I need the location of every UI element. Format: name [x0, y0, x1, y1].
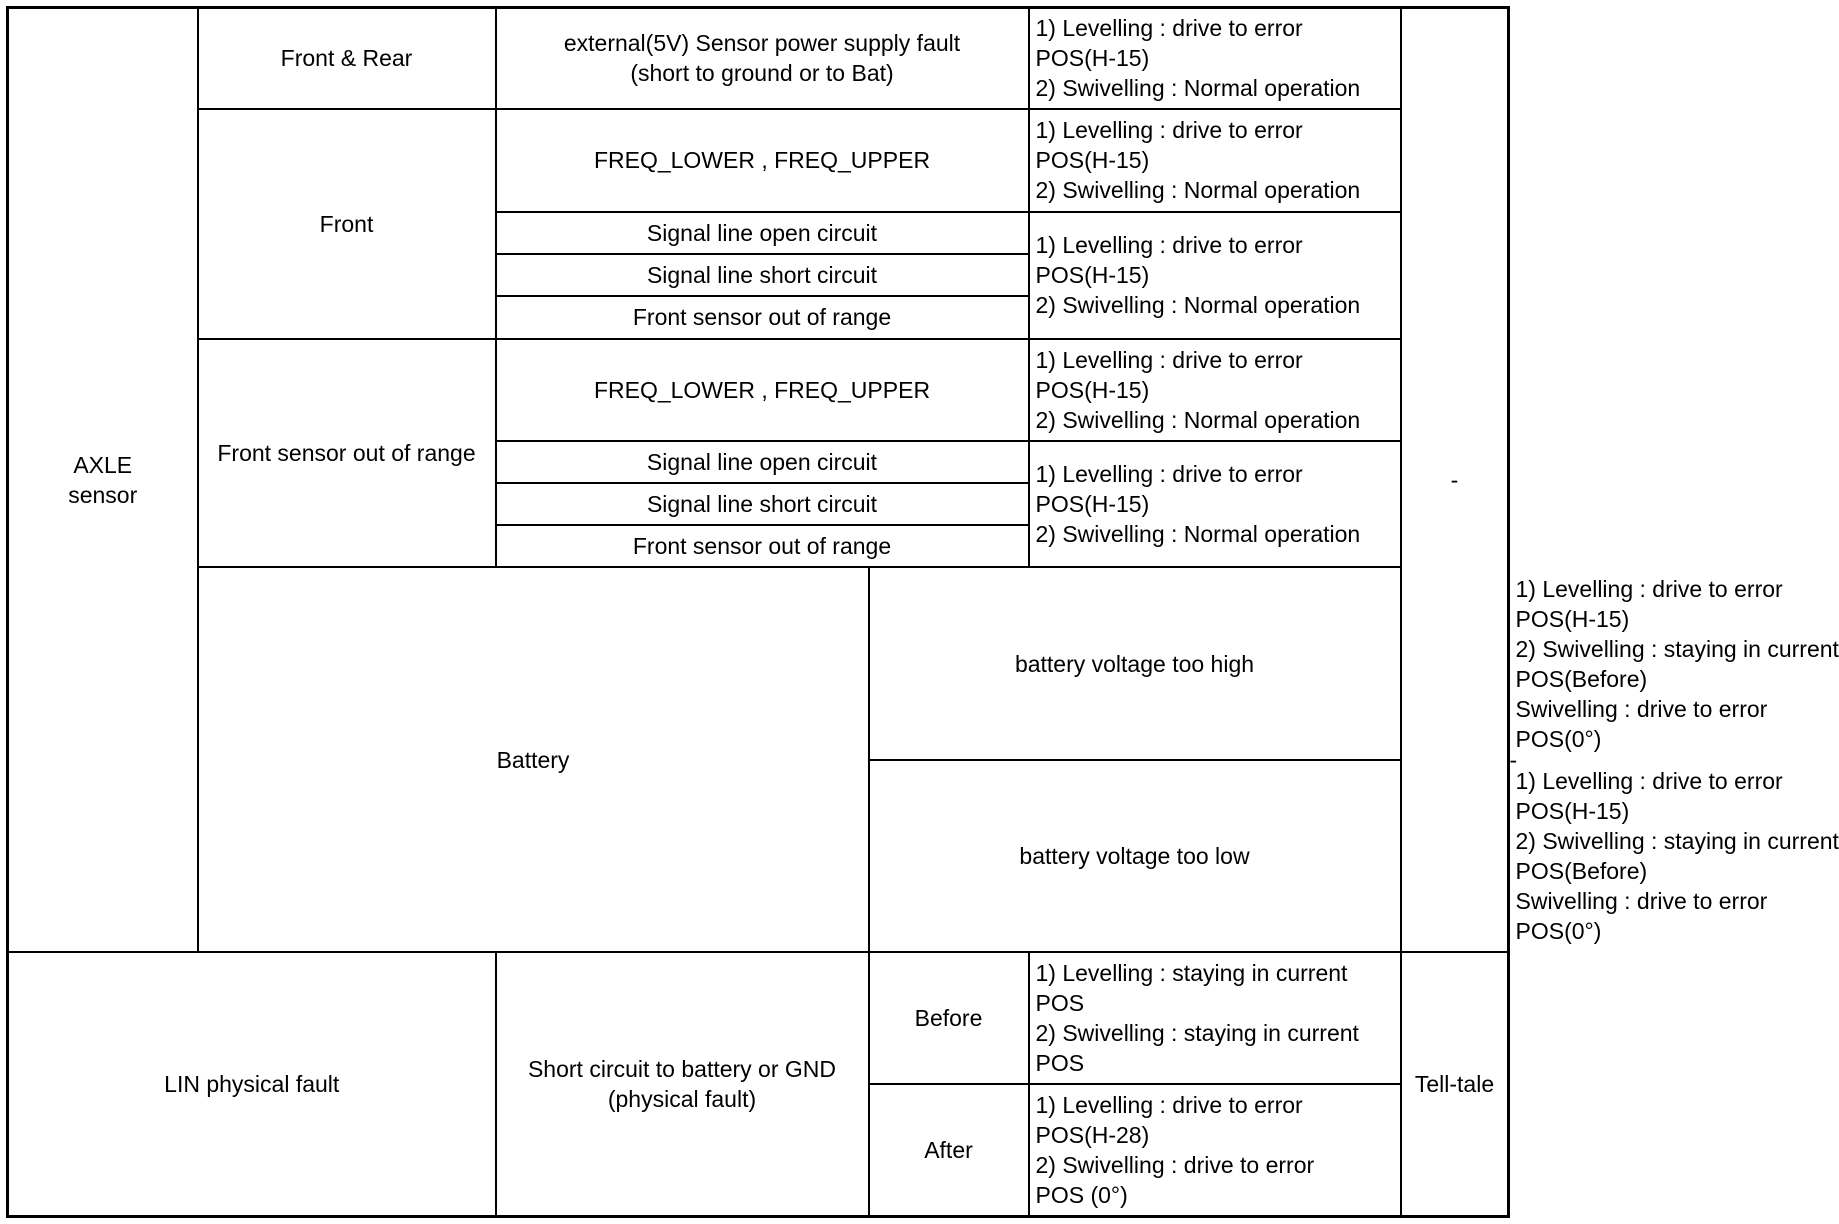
- action-line: 1) Levelling : drive to error: [1035, 117, 1303, 144]
- table-row: [8, 109, 1509, 212]
- action-line: POS: [1035, 990, 1085, 1017]
- lin-cell: LIN physical fault: [8, 952, 496, 1216]
- fault-cell: Signal line short circuit: [496, 254, 1029, 296]
- action-line: 1) Levelling : drive to error: [1035, 346, 1303, 373]
- after-cell: After: [869, 1084, 1029, 1216]
- action-line: POS(H-28): [1035, 1122, 1150, 1149]
- fault-cell: Signal line open circuit: [496, 441, 1029, 483]
- fault-cell: Front sensor out of range: [496, 525, 1029, 567]
- lin-fault-cell: [496, 952, 869, 1216]
- action-cell: [1029, 8, 1401, 109]
- battery-cell: Battery: [198, 567, 869, 952]
- fault-cell: Signal line short circuit: [496, 483, 1029, 525]
- action-cell: [1029, 441, 1401, 567]
- table-row: battery voltage too low 1) Levelling : drive to error POS(H-15) 2) Swivelling : staying in current POS(Before) Swivelling : drive to error POS(0°): [8, 760, 1509, 952]
- fault-cell: battery voltage too high: [869, 567, 1401, 760]
- action-line: 1) Levelling : drive to error: [1035, 460, 1303, 487]
- action-cell: [1029, 339, 1401, 441]
- lin-indicator-cell: Tell-tale: [1401, 952, 1509, 1216]
- fault-line: Short circuit to battery or GND: [527, 1056, 837, 1083]
- axle-label-line: sensor: [68, 482, 138, 509]
- action-cell: [1029, 1084, 1401, 1216]
- fault-line: (short to ground or to Bat): [630, 60, 894, 87]
- action-cell: [1029, 952, 1401, 1084]
- fault-cell: Signal line open circuit: [496, 212, 1029, 254]
- table-row: [8, 339, 1509, 441]
- action-line: 2) Swivelling : Normal operation: [1035, 520, 1361, 547]
- action-line: 2) Swivelling : staying in current: [1035, 1020, 1359, 1047]
- action-line: 2) Swivelling : Normal operation: [1035, 292, 1361, 319]
- fault-cell: battery voltage too low: [869, 760, 1401, 952]
- fault-cell: Front sensor out of range: [496, 296, 1029, 339]
- fault-cell: FREQ_LOWER , FREQ_UPPER: [496, 339, 1029, 441]
- action-line: 1) Levelling : drive to error: [1035, 15, 1303, 42]
- action-line: 2) Swivelling : Normal operation: [1035, 177, 1361, 204]
- action-line: POS(H-15): [1035, 45, 1150, 72]
- before-cell: Before: [869, 952, 1029, 1084]
- action-line: 1) Levelling : staying in current: [1035, 960, 1348, 987]
- fault-cell: FREQ_LOWER , FREQ_UPPER: [496, 109, 1029, 212]
- action-line: 2) Swivelling : drive to error: [1035, 1152, 1315, 1179]
- front-cell: Front: [198, 109, 496, 339]
- fault-line: external(5V) Sensor power supply fault: [563, 30, 961, 57]
- action-line: 1) Levelling : drive to error: [1035, 1092, 1303, 1119]
- action-cell: [1029, 212, 1401, 339]
- action-cell: [1029, 109, 1401, 212]
- fault-cell: [496, 8, 1029, 109]
- table-row: Battery battery voltage too high 1) Levelling : drive to error POS(H-15) 2) Swivelling : staying in current POS(Before) Swivelling : drive to error POS(0°) -: [8, 567, 1509, 760]
- axle-label-line: AXLE: [73, 452, 133, 479]
- axle-sensor-cell: [8, 8, 198, 953]
- action-line: POS(H-15): [1035, 376, 1150, 403]
- action-line: POS: [1035, 1050, 1085, 1077]
- table-row: [8, 8, 1509, 109]
- action-line: POS(H-15): [1035, 262, 1150, 289]
- table-row: [8, 952, 1509, 1084]
- front-rear-cell: Front & Rear: [198, 8, 496, 109]
- fault-line: (physical fault): [607, 1086, 757, 1113]
- rear-cell: Front sensor out of range: [198, 339, 496, 567]
- action-line: POS (0°): [1035, 1182, 1128, 1209]
- axle-indicator-cell: -: [1401, 8, 1509, 953]
- fault-table: [6, 6, 1839, 1218]
- action-line: 1) Levelling : drive to error: [1035, 232, 1303, 259]
- action-line: POS(H-15): [1035, 147, 1150, 174]
- action-line: 2) Swivelling : Normal operation: [1035, 75, 1361, 102]
- action-line: 2) Swivelling : Normal operation: [1035, 406, 1361, 433]
- action-line: POS(H-15): [1035, 490, 1150, 517]
